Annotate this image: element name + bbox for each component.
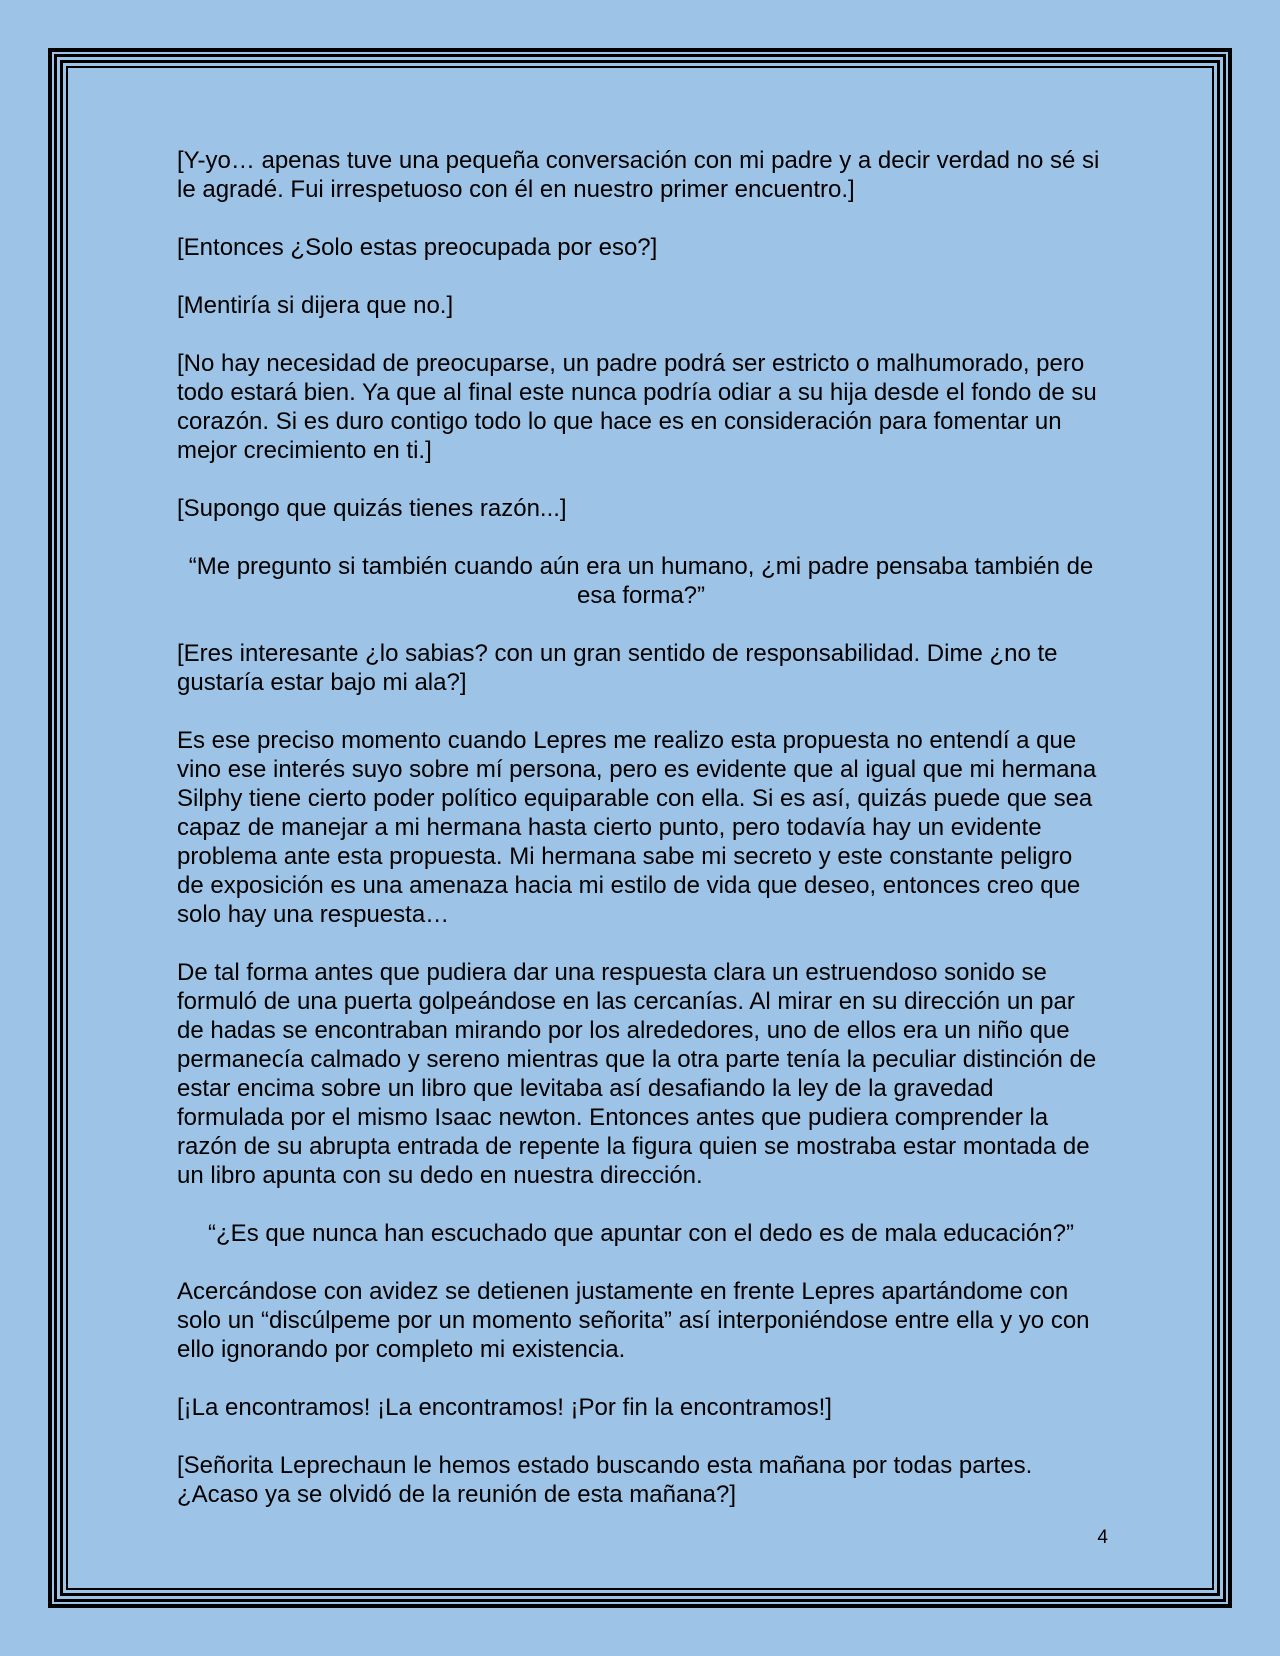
thought-quote-1: “Me pregunto si también cuando aún era un humano, ¿mi padre pensaba también de esa forma?”	[188, 553, 1094, 609]
paragraph-5: [Supongo que quizás tienes razón...]	[177, 495, 567, 522]
paragraph-7: [Eres interesante ¿lo sabias? con un gran sentido de responsabilidad. Dime ¿no te gustaría estar bajo mi ala?]	[177, 640, 1058, 696]
paragraph-11: Acercándose con avidez se detienen justamente en frente Lepres apartándome con solo un “discúlpeme por un momento señorita” así interponiéndose entre ella y yo con ello ignorando por completo mi existencia.	[177, 1278, 1090, 1363]
paragraph-9: De tal forma antes que pudiera dar una respuesta clara un estruendoso sonido se formuló de una puerta golpeándose en las cercanías. Al mirar en su dirección un par de hadas se encontraban mirando por los alrededores, uno de ellos era un niño que permanecía calmado y sereno mientras que la otra parte tenía la peculiar distinción de estar encima sobre un libro que levitaba así desafiando la ley de la gravedad formulada por el mismo Isaac newton. Entonces antes que pudiera comprender la razón de su abrupta entrada de repente la figura quien se mostraba estar montada de un libro apunta con su dedo en nuestra dirección.	[177, 959, 1097, 1189]
paragraph-2: [Entonces ¿Solo estas preocupada por eso?]	[177, 234, 658, 261]
paragraph-8: Es ese preciso momento cuando Lepres me realizo esta propuesta no entendí a que vino ese interés suyo sobre mí persona, pero es evidente que al igual que mi hermana Silphy tiene cierto poder político equiparable con ella. Si es así, quizás puede que sea capaz de manejar a mi hermana hasta cierto punto, pero todavía hay un evidente problema ante esta propuesta. Mi hermana sabe mi secreto y este constante peligro de exposición es una amenaza hacia mi estilo de vida que deseo, entonces creo que solo hay una respuesta…	[177, 727, 1097, 928]
document-body	[177, 146, 1105, 1538]
paragraph-13: [Señorita Leprechaun le hemos estado buscando esta mañana por todas partes. ¿Acaso ya se olvidó de la reunión de esta mañana?]	[177, 1452, 1033, 1508]
paragraph-3: [Mentiría si dijera que no.]	[177, 292, 454, 319]
page-number: 4	[1097, 1527, 1108, 1548]
paragraph-4: [No hay necesidad de preocuparse, un padre podrá ser estricto o malhumorado, pero todo estará bien. Ya que al final este nunca podría odiar a su hija desde el fondo de su corazón. Si es duro contigo todo lo que hace es en consideración para fomentar un mejor crecimiento en ti.]	[177, 350, 1097, 464]
paragraph-12: [¡La encontramos! ¡La encontramos! ¡Por fin la encontramos!]	[177, 1394, 832, 1421]
paragraph-1: [Y-yo… apenas tuve una pequeña conversación con mi padre y a decir verdad no sé si le agradé. Fui irrespetuoso con él en nuestro primer encuentro.]	[177, 147, 1100, 203]
thought-quote-2: “¿Es que nunca han escuchado que apuntar con el dedo es de mala educación?”	[208, 1220, 1074, 1247]
